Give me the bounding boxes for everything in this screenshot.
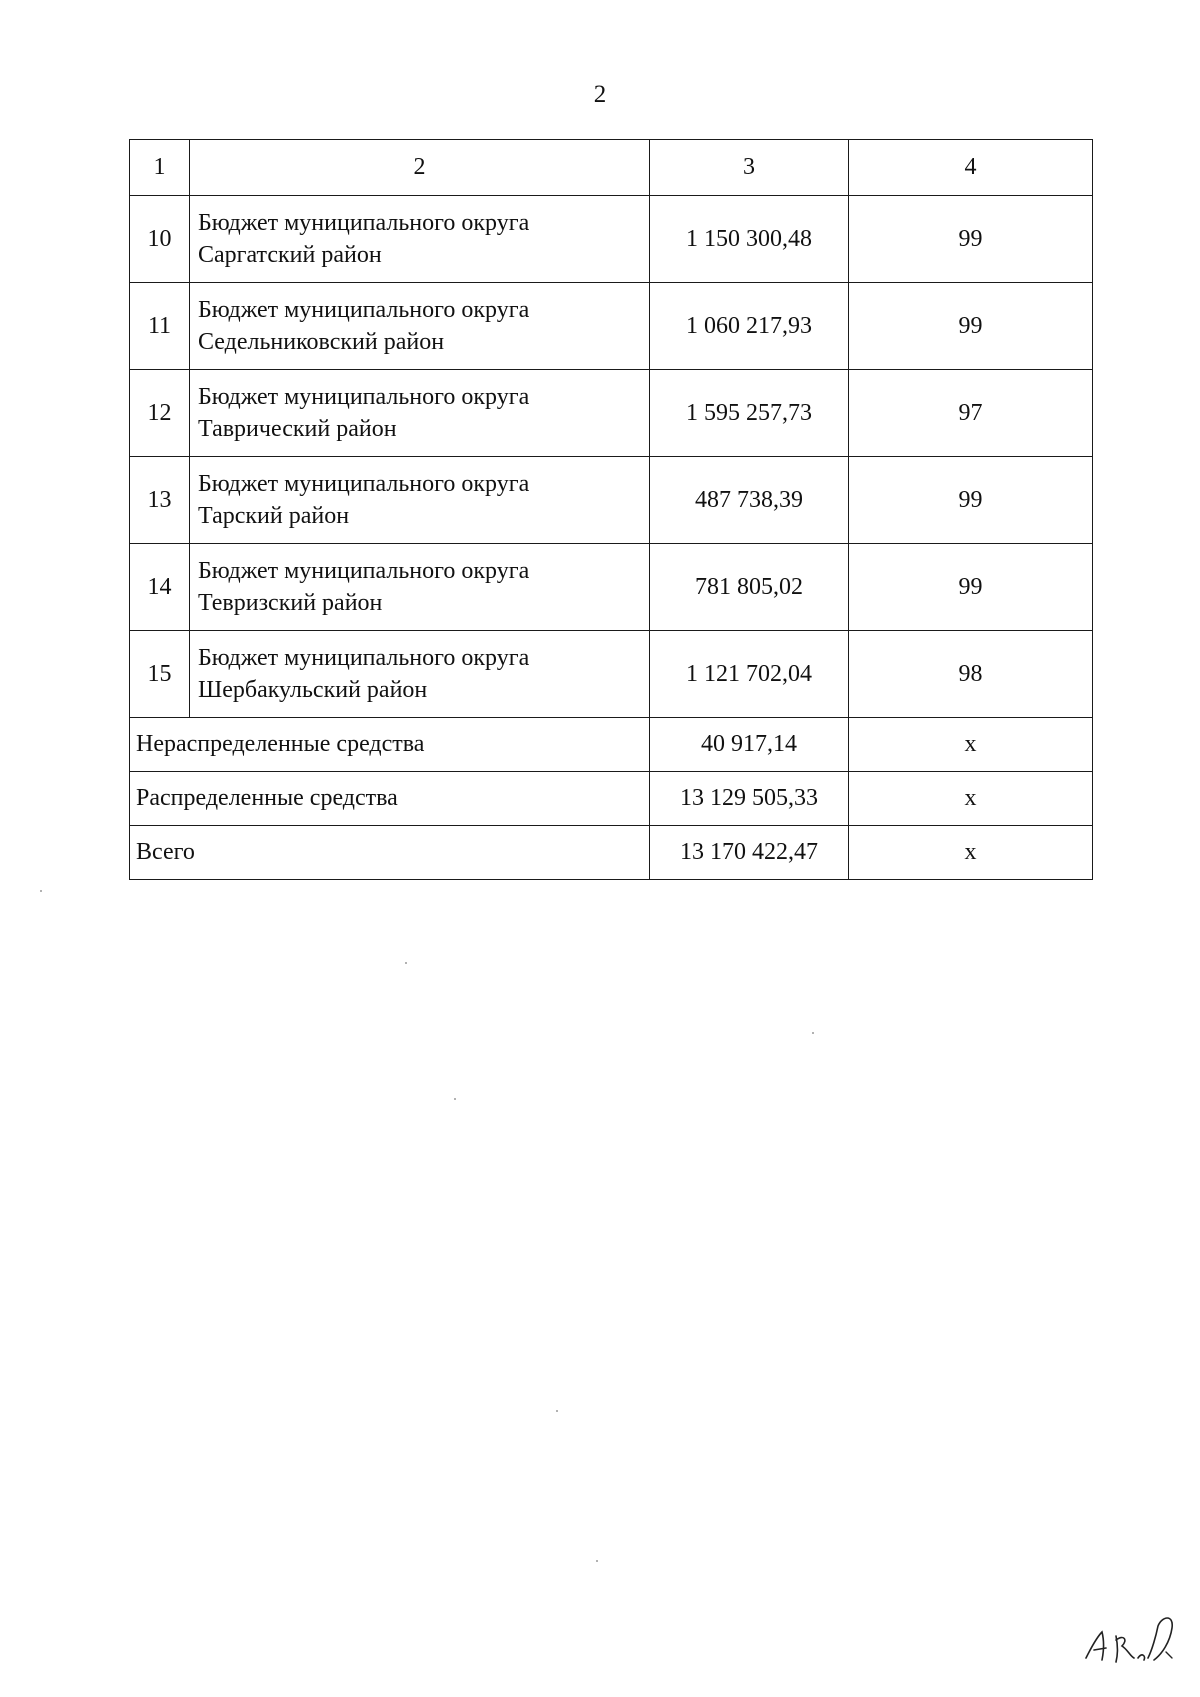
row-number: 11 [130, 283, 190, 370]
budget-percent: 99 [849, 196, 1093, 283]
budget-name-line1: Бюджет муниципального округа [198, 384, 530, 410]
budget-name-line1: Бюджет муниципального округа [198, 210, 530, 236]
summary-row-total [130, 826, 1093, 880]
budget-name-line2: Таврический район [198, 416, 397, 442]
summary-percent: x [849, 826, 1093, 880]
scan-speck [40, 890, 42, 892]
summary-amount: 40 917,14 [650, 718, 849, 772]
summary-label: Нераспределенные средства [130, 718, 650, 772]
budget-percent: 99 [849, 457, 1093, 544]
table-row [130, 283, 1093, 370]
header-cell-3: 3 [650, 140, 849, 196]
budget-name-line1: Бюджет муниципального округа [198, 471, 530, 497]
budget-name-line2: Шербакульский район [198, 677, 428, 703]
header-cell-1: 1 [130, 140, 190, 196]
budget-amount: 1 595 257,73 [650, 370, 849, 457]
budget-amount: 781 805,02 [650, 544, 849, 631]
budget-name-line1: Бюджет муниципального округа [198, 297, 530, 323]
summary-row-distributed [130, 772, 1093, 826]
summary-row-undistributed [130, 718, 1093, 772]
header-cell-2: 2 [190, 140, 650, 196]
table-row [130, 631, 1093, 718]
header-cell-4: 4 [849, 140, 1093, 196]
handwritten-signature [1082, 1606, 1182, 1666]
budget-name [190, 631, 650, 718]
scan-speck [454, 1098, 456, 1100]
table-row [130, 457, 1093, 544]
row-number: 14 [130, 544, 190, 631]
budget-percent: 99 [849, 544, 1093, 631]
budget-amount: 1 060 217,93 [650, 283, 849, 370]
scan-speck [556, 1410, 558, 1412]
summary-label: Всего [130, 826, 650, 880]
budget-name-line2: Тевризский район [198, 590, 383, 616]
budget-name [190, 283, 650, 370]
budget-name-line2: Тарский район [198, 503, 350, 529]
budget-name-line1: Бюджет муниципального округа [198, 558, 530, 584]
row-number: 13 [130, 457, 190, 544]
budget-name-line1: Бюджет муниципального округа [198, 645, 530, 671]
summary-amount: 13 170 422,47 [650, 826, 849, 880]
row-number: 12 [130, 370, 190, 457]
page-number: 2 [593, 81, 607, 108]
budget-amount: 487 738,39 [650, 457, 849, 544]
summary-percent: x [849, 718, 1093, 772]
summary-label: Распределенные средства [130, 772, 650, 826]
budget-percent: 98 [849, 631, 1093, 718]
scan-speck [596, 1560, 598, 1562]
table-row [130, 370, 1093, 457]
budget-name-line2: Седельниковский район [198, 329, 445, 355]
budget-name-line2: Саргатский район [198, 242, 382, 268]
budget-name [190, 544, 650, 631]
table-row [130, 544, 1093, 631]
scan-speck [812, 1032, 814, 1034]
budget-name [190, 457, 650, 544]
budget-percent: 99 [849, 283, 1093, 370]
table-row [130, 196, 1093, 283]
budget-percent: 97 [849, 370, 1093, 457]
row-number: 15 [130, 631, 190, 718]
budget-amount: 1 121 702,04 [650, 631, 849, 718]
budget-distribution-table [129, 139, 1093, 880]
scan-speck [405, 962, 407, 964]
budget-name [190, 370, 650, 457]
budget-amount: 1 150 300,48 [650, 196, 849, 283]
row-number: 10 [130, 196, 190, 283]
table-header-row [130, 140, 1093, 196]
summary-amount: 13 129 505,33 [650, 772, 849, 826]
summary-percent: x [849, 772, 1093, 826]
budget-name [190, 196, 650, 283]
